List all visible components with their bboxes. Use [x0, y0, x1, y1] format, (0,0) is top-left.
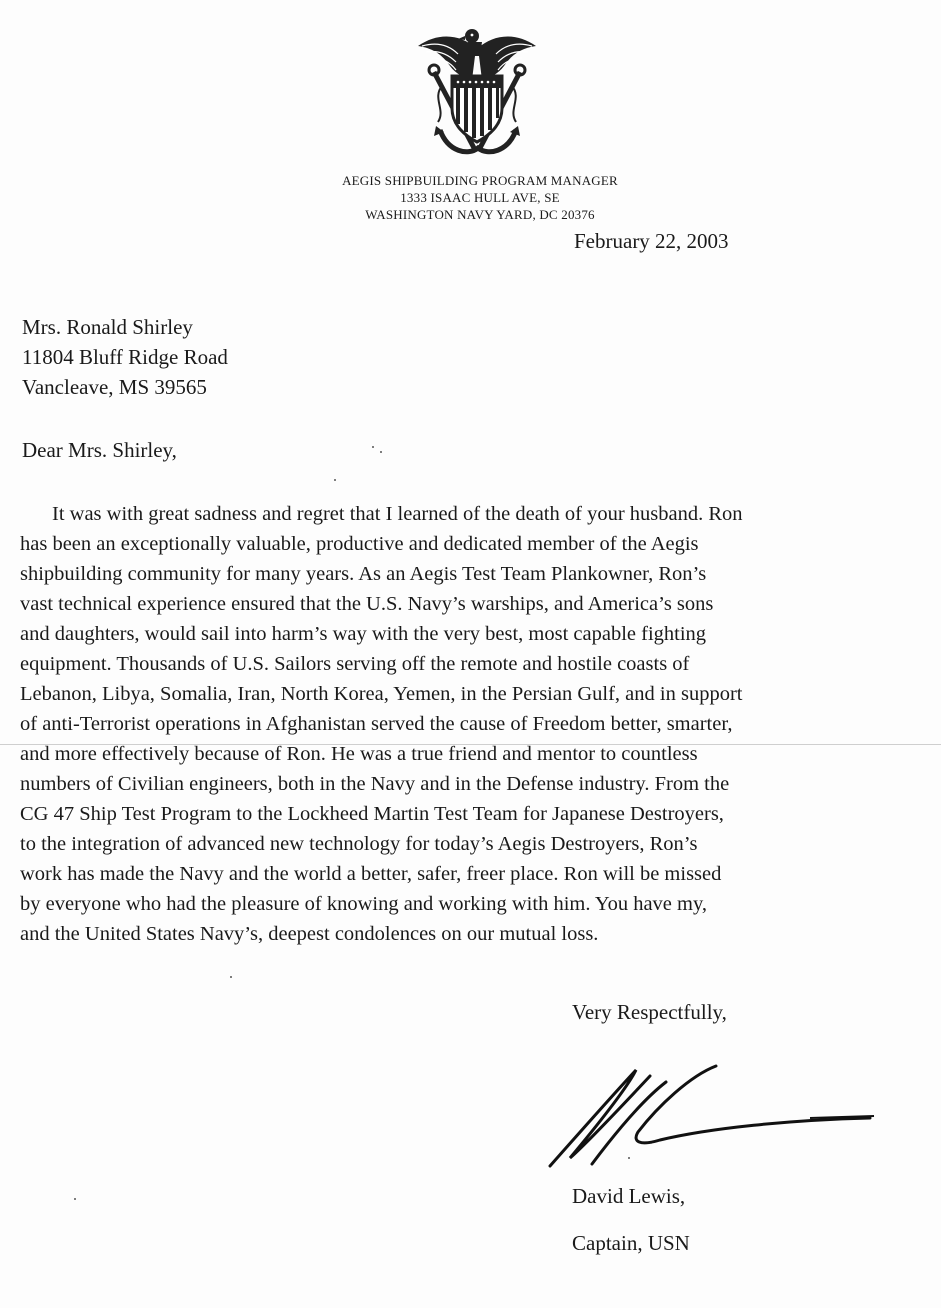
- recipient-street: 11804 Bluff Ridge Road: [22, 345, 228, 369]
- body-line: work has made the Navy and the world a better, safer, freer place. Ron will be missed: [20, 863, 722, 885]
- signer-name: David Lewis,: [572, 1184, 686, 1208]
- body-line: equipment. Thousands of U.S. Sailors serving off the remote and hostile coasts of: [20, 653, 690, 675]
- handwritten-signature-icon: [540, 1062, 880, 1174]
- signer-title: Captain, USN: [572, 1231, 690, 1255]
- recipient-address: [22, 312, 228, 402]
- scan-speck: [372, 446, 374, 448]
- scan-speck: [628, 1157, 630, 1159]
- letterhead: [300, 172, 660, 223]
- body-line: It was with great sadness and regret that I learned of the death of your husband. Ron: [52, 503, 743, 525]
- letter-body: [20, 499, 926, 949]
- letterhead-city: WASHINGTON NAVY YARD, DC 20376: [365, 207, 595, 222]
- body-line: to the integration of advanced new technology for today’s Aegis Destroyers, Ron’s: [20, 833, 698, 855]
- scan-speck: [380, 451, 382, 453]
- recipient-city: Vancleave, MS 39565: [22, 375, 207, 399]
- body-line: shipbuilding community for many years. As an Aegis Test Team Plankowner, Ron’s: [20, 563, 707, 585]
- scan-speck: [230, 976, 232, 978]
- scan-speck: [334, 479, 336, 481]
- body-line: has been an exceptionally valuable, productive and dedicated member of the Aegis: [20, 533, 699, 555]
- body-line: by everyone who had the pleasure of knowing and working with him. You have my,: [20, 893, 708, 915]
- recipient-name: Mrs. Ronald Shirley: [22, 315, 193, 339]
- letterhead-street: 1333 ISAAC HULL AVE, SE: [400, 190, 560, 205]
- body-line: vast technical experience ensured that the U.S. Navy’s warships, and America’s sons: [20, 593, 714, 615]
- closing: Very Respectfully,: [572, 1000, 727, 1024]
- navy-eagle-seal-icon: [412, 26, 542, 160]
- letter-date: February 22, 2003: [574, 229, 729, 253]
- body-line: and daughters, would sail into harm’s way with the very best, most capable fighting: [20, 623, 707, 645]
- body-line: of anti-Terrorist operations in Afghanistan served the cause of Freedom better, smarter,: [20, 713, 733, 735]
- scan-speck: [74, 1198, 76, 1200]
- body-line: Lebanon, Libya, Somalia, Iran, North Korea, Yemen, in the Persian Gulf, and in support: [20, 683, 743, 705]
- body-line: CG 47 Ship Test Program to the Lockheed Martin Test Team for Japanese Destroyers,: [20, 803, 724, 825]
- letterhead-office: AEGIS SHIPBUILDING PROGRAM MANAGER: [342, 173, 618, 188]
- salutation: Dear Mrs. Shirley,: [22, 438, 177, 462]
- body-line: and the United States Navy’s, deepest condolences on our mutual loss.: [20, 923, 599, 945]
- body-line: and more effectively because of Ron. He was a true friend and mentor to countless: [20, 743, 698, 765]
- body-line: numbers of Civilian engineers, both in the Navy and in the Defense industry. From the: [20, 773, 730, 795]
